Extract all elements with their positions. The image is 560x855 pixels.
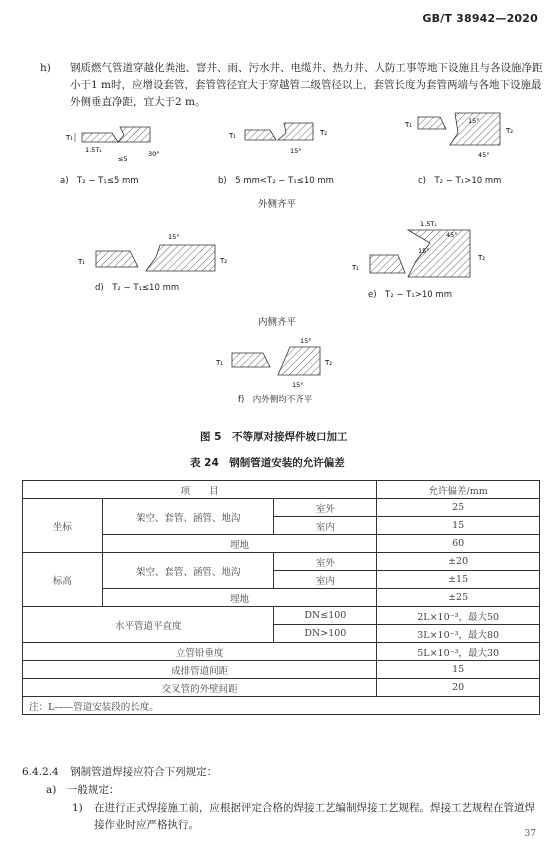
table-row (23, 643, 540, 661)
panel-f-drawing (215, 337, 332, 389)
panel-b-caption: b) 5 mm<T₂ − T₁≤10 mm (218, 176, 334, 186)
dim-len-e: 1.5T₁ (420, 220, 437, 228)
dim-t1-b: T₁ (229, 132, 237, 140)
table-row (23, 499, 540, 517)
group-inner-label: 内侧齐平 (258, 317, 297, 328)
dim-15-b: 15° (290, 147, 302, 155)
cell-elevation-buried-value: ±25 (377, 589, 540, 607)
dim-15-f-bottom: 15° (292, 381, 304, 389)
dim-len-a: 1.5T₁ (85, 146, 102, 154)
dim-t1-a: T₁ (66, 134, 74, 142)
panel-a-caption: a) T₂ − T₁≤5 mm (60, 176, 139, 186)
table-header-item: 项 目 (23, 481, 377, 499)
table-row (23, 607, 540, 625)
cell-horizontal-dn-small-value: 2L×10⁻³，最大50 (377, 607, 540, 625)
dim-t1-e: T₁ (352, 264, 360, 272)
dim-45-e: 45° (446, 231, 458, 239)
cell-horizontal-dn-small: DN≤100 (274, 607, 377, 625)
figure-5-drawings (0, 105, 560, 410)
cell-coordinate-buried: 埋地 (102, 535, 376, 553)
item-1-text: 在进行正式焊接施工前，应根据评定合格的焊接工艺编制焊接工艺规程。焊接工艺规程在管道焊接作业时应严格执行。 (94, 802, 535, 831)
dim-t1-c: T₁ (405, 121, 413, 129)
cell-coordinate-outdoor: 室外 (274, 499, 377, 517)
panel-a-drawing (65, 127, 160, 163)
cell-horizontal-dn-large: DN>100 (274, 625, 377, 643)
item-a: a) 一般规定： (46, 784, 120, 796)
cell-coordinate-label: 坐标 (23, 499, 103, 553)
item-1-marker: 1) (72, 802, 83, 814)
cell-elevation-outdoor-value: ±20 (377, 553, 540, 571)
panel-f-caption: f) 内外侧均不齐平 (238, 395, 313, 405)
cell-coordinate-indoor: 室内 (274, 517, 377, 535)
figure-title: 图 5 不等厚对接焊件坡口加工 (200, 431, 348, 443)
section-6-4-2-4 (22, 764, 217, 779)
cell-row-spacing-value: 15 (377, 661, 540, 679)
cell-coordinate-indoor-value: 15 (377, 517, 540, 535)
cell-coordinate-outdoor-value: 25 (377, 499, 540, 517)
table-row (23, 481, 540, 499)
cell-row-spacing-label: 成排管道间距 (23, 661, 377, 679)
group-outer-label: 外侧齐平 (258, 199, 297, 210)
dim-t2-f: T₂ (325, 359, 333, 367)
table-row (23, 679, 540, 697)
panel-c-caption: c) T₂ − T₁>10 mm (418, 176, 502, 186)
item-1 (72, 800, 542, 834)
panel-b-drawing (228, 123, 327, 155)
clause-h-marker: h) (40, 62, 51, 74)
cell-elevation-outdoor: 室外 (274, 553, 377, 571)
dim-t1-d: T₁ (78, 258, 86, 266)
panel-e-drawing (351, 220, 485, 277)
clause-h-text: 钢质燃气管道穿越化粪池、窨井、雨、污水井、电缆井、热力井、人防工事等地下设施且与各设施净距小于1 m时，应增设套管，套管管径宜大于穿越管二级管径以上，套管长度为套管两端与各地下设施最外侧垂直净距，宜大于2 m。 (70, 62, 543, 108)
cell-coordinate-buried-value: 60 (377, 535, 540, 553)
dim-15-d: 15° (168, 233, 180, 241)
cell-horizontal-dn-large-value: 3L×10⁻³，最大80 (377, 625, 540, 643)
tolerance-table (22, 480, 540, 715)
dim-t1-f: T₁ (216, 359, 224, 367)
cell-coordinate-group: 架空、套管、涵管、地沟 (102, 499, 274, 535)
table-title: 表 24 钢制管道安装的允许偏差 (190, 457, 345, 469)
cell-vertical-label: 立管铅垂度 (23, 643, 377, 661)
table-row (23, 661, 540, 679)
cell-elevation-indoor: 室内 (274, 571, 377, 589)
dim-30-a: 30° (148, 150, 160, 158)
dim-t2-b: T₂ (320, 129, 328, 137)
dim-t2-d: T₂ (220, 257, 228, 265)
cell-cross-value: 20 (377, 679, 540, 697)
clause-h (40, 60, 545, 111)
dim-t2-e: T₂ (478, 254, 486, 262)
dim-15-f-top: 15° (300, 337, 312, 345)
dim-15-e: 15° (418, 247, 430, 255)
dim-t2-c: T₂ (506, 127, 514, 135)
standard-number: GB/T 38942—2020 (422, 12, 538, 25)
cell-horizontal-label: 水平管道平直度 (23, 607, 274, 643)
table-note: 注：L——管道安装段的长度。 (23, 697, 540, 715)
panel-e-caption: e) T₂ − T₁>10 mm (368, 290, 452, 300)
cell-elevation-group: 架空、套管、涵管、地沟 (102, 553, 274, 589)
panel-d-drawing (77, 233, 227, 271)
table-header-tolerance: 允许偏差/mm (377, 481, 540, 499)
dim-15-c: 15° (468, 117, 480, 125)
panel-c-drawing (404, 113, 513, 159)
table-row (23, 553, 540, 571)
page-number: 37 (524, 829, 536, 839)
section-text: 钢制管道焊接应符合下列规定： (70, 766, 218, 778)
cell-cross-label: 交叉管的外壁间距 (23, 679, 377, 697)
cell-elevation-label: 标高 (23, 553, 103, 607)
cell-elevation-indoor-value: ±15 (377, 571, 540, 589)
table-row (23, 697, 540, 715)
section-number: 6.4.2.4 (22, 766, 59, 778)
panel-d-caption: d) T₂ − T₁≤10 mm (95, 283, 180, 293)
cell-elevation-buried: 埋地 (102, 589, 376, 607)
dim-le5-a: ≤5 (118, 155, 128, 163)
cell-vertical-value: 5L×10⁻³，最大30 (377, 643, 540, 661)
dim-45-c: 45° (478, 151, 490, 159)
